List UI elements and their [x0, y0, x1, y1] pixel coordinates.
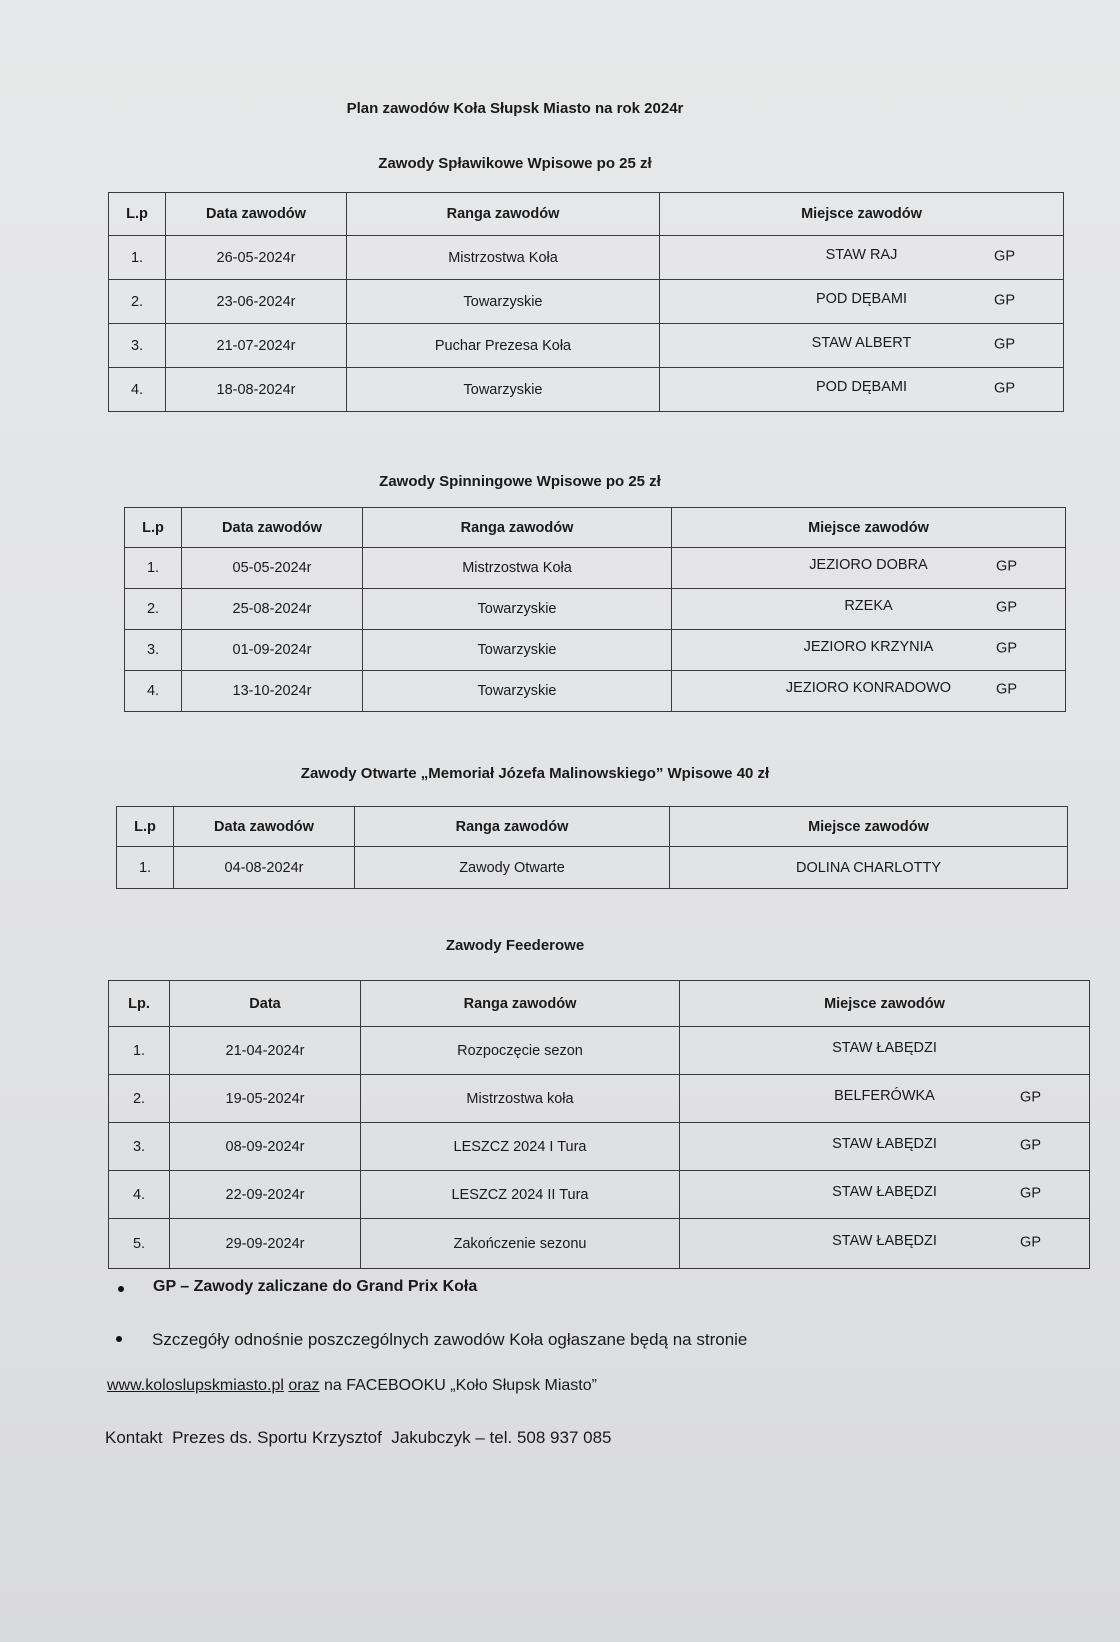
header-place: Miejsce zawodów [680, 981, 1090, 1027]
cell-place [672, 671, 1066, 712]
header-lp: L.p [125, 508, 182, 548]
cell-lp: 3. [125, 630, 182, 671]
cell-date: 29-09-2024r [170, 1219, 361, 1269]
place-name: POD DĘBAMI [815, 290, 908, 307]
bullet-icon [116, 1336, 122, 1342]
header-lp: L.p [109, 193, 166, 236]
place-name: RZEKA [844, 597, 893, 614]
section-title-feederowe: Zawody Feederowe [445, 937, 585, 954]
table-feederowe [108, 980, 1090, 1269]
header-lp: Lp. [109, 981, 170, 1027]
cell-place [672, 589, 1066, 630]
links-line [107, 1377, 597, 1395]
cell-place [680, 1171, 1090, 1219]
cell-date: 23-06-2024r [166, 280, 347, 324]
header-place: Miejsce zawodów [672, 508, 1066, 548]
cell-place [672, 630, 1066, 671]
place-name: STAW ŁABĘDZI [832, 1135, 937, 1152]
cell-rank: Mistrzostwa koła [361, 1075, 680, 1123]
table-row [109, 1219, 1090, 1269]
cell-rank: LESZCZ 2024 I Tura [361, 1123, 680, 1171]
cell-place [680, 1123, 1090, 1171]
gp-mark: GP [1020, 1233, 1041, 1250]
table-row [109, 1075, 1090, 1123]
gp-mark: GP [1020, 1088, 1041, 1105]
header-rank: Ranga zawodów [355, 807, 670, 847]
gp-mark: GP [994, 291, 1015, 308]
cell-date: 13-10-2024r [182, 671, 363, 712]
table-row [109, 1171, 1090, 1219]
header-rank: Ranga zawodów [363, 508, 672, 548]
place-name: JEZIORO KONRADOWO [785, 679, 952, 696]
table-row [125, 671, 1066, 712]
cell-place [680, 1027, 1090, 1075]
table-spinningowe [124, 507, 1066, 712]
header-date: Data [170, 981, 361, 1027]
cell-rank: Rozpoczęcie sezon [361, 1027, 680, 1075]
table-row [125, 589, 1066, 630]
cell-lp: 1. [109, 236, 166, 280]
gp-mark: GP [996, 681, 1017, 698]
cell-rank: Mistrzostwa Koła [347, 236, 660, 280]
cell-place [660, 368, 1064, 412]
table-row [125, 548, 1066, 589]
cell-place [660, 236, 1064, 280]
cell-date: 04-08-2024r [174, 847, 355, 889]
cell-place [660, 280, 1064, 324]
cell-date: 21-07-2024r [166, 324, 347, 368]
cell-rank: Towarzyskie [363, 671, 672, 712]
table-row [109, 1027, 1090, 1075]
gp-mark: GP [994, 247, 1015, 264]
cell-lp: 4. [109, 1171, 170, 1219]
cell-date: 26-05-2024r [166, 236, 347, 280]
gp-mark: GP [996, 558, 1017, 575]
header-place: Miejsce zawodów [670, 807, 1068, 847]
cell-lp: 2. [109, 1075, 170, 1123]
table-row [117, 847, 1068, 889]
cell-date: 18-08-2024r [166, 368, 347, 412]
table-row [109, 368, 1064, 412]
cell-rank: LESZCZ 2024 II Tura [361, 1171, 680, 1219]
cell-rank: Towarzyskie [347, 368, 660, 412]
cell-rank: Towarzyskie [363, 589, 672, 630]
place-name: BELFERÓWKA [834, 1087, 935, 1104]
place-name: STAW ALBERT [811, 334, 912, 351]
cell-place: DOLINA CHARLOTTY [670, 847, 1068, 889]
cell-rank: Towarzyskie [363, 630, 672, 671]
header-lp: L.p [117, 807, 174, 847]
contact-line: Kontakt Prezes ds. Sportu Krzysztof Jakubczyk – tel. 508 937 085 [105, 1428, 612, 1447]
table-row [109, 324, 1064, 368]
cell-lp: 4. [109, 368, 166, 412]
gp-mark: GP [1020, 1136, 1041, 1153]
gp-mark: GP [1020, 1184, 1041, 1201]
cell-rank: Towarzyskie [347, 280, 660, 324]
table-row [109, 236, 1064, 280]
place-name: STAW ŁABĘDZI [832, 1039, 937, 1056]
cell-date: 01-09-2024r [182, 630, 363, 671]
oraz-text: oraz [288, 1377, 320, 1394]
place-name: STAW RAJ [825, 246, 898, 263]
header-date: Data zawodów [166, 193, 347, 236]
cell-date: 08-09-2024r [170, 1123, 361, 1171]
section-title-splawikowe: Zawody Spławikowe Wpisowe po 25 zł [378, 155, 652, 172]
cell-lp: 3. [109, 1123, 170, 1171]
cell-place [680, 1075, 1090, 1123]
table-row [109, 1123, 1090, 1171]
cell-place [672, 548, 1066, 589]
cell-date: 22-09-2024r [170, 1171, 361, 1219]
gp-mark: GP [994, 335, 1015, 352]
cell-place [680, 1219, 1090, 1269]
cell-lp: 1. [125, 548, 182, 589]
cell-date: 05-05-2024r [182, 548, 363, 589]
cell-place [660, 324, 1064, 368]
details-note: Szczegóły odnośnie poszczególnych zawodów Koła ogłaszane będą na stronie [152, 1330, 748, 1349]
gp-mark: GP [994, 379, 1015, 396]
cell-lp: 5. [109, 1219, 170, 1269]
place-name: POD DĘBAMI [815, 378, 908, 395]
cell-date: 21-04-2024r [170, 1027, 361, 1075]
table-row [125, 630, 1066, 671]
cell-lp: 2. [125, 589, 182, 630]
gp-mark: GP [996, 599, 1017, 616]
header-rank: Ranga zawodów [347, 193, 660, 236]
cell-rank: Mistrzostwa Koła [363, 548, 672, 589]
cell-lp: 2. [109, 280, 166, 324]
section-title-spinningowe: Zawody Spinningowe Wpisowe po 25 zł [379, 473, 661, 490]
cell-date: 25-08-2024r [182, 589, 363, 630]
cell-lp: 4. [125, 671, 182, 712]
place-name: JEZIORO DOBRA [809, 556, 928, 573]
place-name: STAW ŁABĘDZI [832, 1232, 937, 1249]
cell-lp: 1. [109, 1027, 170, 1075]
facebook-text: na FACEBOOKU „Koło Słupsk Miasto” [319, 1377, 597, 1394]
header-date: Data zawodów [182, 508, 363, 548]
place-name: STAW ŁABĘDZI [832, 1183, 937, 1200]
place-name: JEZIORO KRZYNIA [803, 638, 934, 655]
cell-rank: Zawody Otwarte [355, 847, 670, 889]
cell-rank: Zakończenie sezonu [361, 1219, 680, 1269]
website-link[interactable]: www.koloslupskmiasto.pl [107, 1377, 284, 1394]
cell-lp: 1. [117, 847, 174, 889]
table-otwarte [116, 806, 1068, 889]
header-rank: Ranga zawodów [361, 981, 680, 1027]
header-date: Data zawodów [174, 807, 355, 847]
cell-date: 19-05-2024r [170, 1075, 361, 1123]
section-title-otwarte: Zawody Otwarte „Memoriał Józefa Malinowskiego” Wpisowe 40 zł [300, 765, 770, 782]
header-place: Miejsce zawodów [660, 193, 1064, 236]
gp-mark: GP [996, 640, 1017, 657]
table-splawikowe [108, 192, 1064, 412]
bullet-icon [118, 1286, 124, 1292]
gp-note: GP – Zawody zaliczane do Grand Prix Koła [153, 1278, 478, 1295]
cell-rank: Puchar Prezesa Koła [347, 324, 660, 368]
cell-lp: 3. [109, 324, 166, 368]
table-row [109, 280, 1064, 324]
page-title: Plan zawodów Koła Słupsk Miasto na rok 2024r [346, 100, 684, 117]
